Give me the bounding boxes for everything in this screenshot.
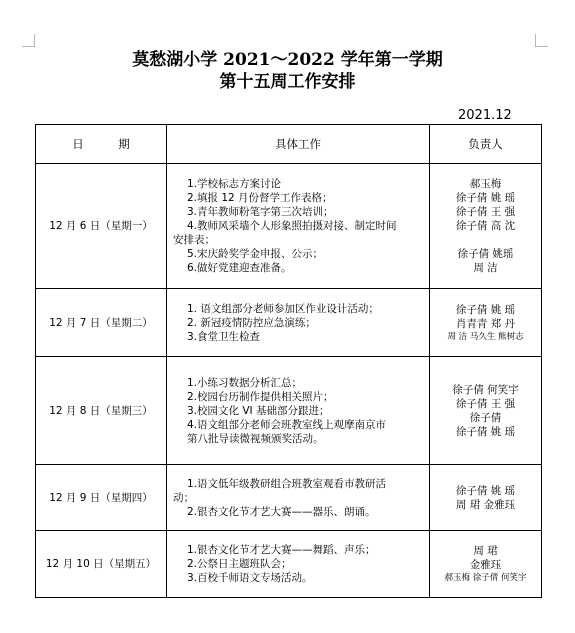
responsible-cell <box>430 357 542 465</box>
work-item: 4.语文组部分老师会班教室线上观摩南京市 <box>187 418 387 431</box>
responsible-person: 郝玉梅 <box>469 178 502 190</box>
table-row <box>36 164 542 289</box>
work-item: 2.校园台历制作提供相关照片； <box>187 390 334 403</box>
day-cell: 12 月 7 日（星期二） <box>36 289 167 357</box>
work-item: 5.宋庆龄奖学金申报、公示； <box>187 248 324 260</box>
day-cell: 12 月 8 日（星期三） <box>36 357 167 465</box>
work-item: 3.百校千师语文专场活动。 <box>187 572 313 584</box>
document-date: 2021.12 <box>458 108 512 123</box>
work-item: 2.公祭日主题班队会； <box>187 558 292 570</box>
work-item: 3.校园文化 VI 基础部分跟进； <box>187 404 330 417</box>
responsible-cell <box>430 465 542 531</box>
responsible-person: 徐子倩 王 强 <box>455 206 516 218</box>
table-row <box>36 465 542 531</box>
document-subtitle: 第十五周工作安排 <box>219 72 356 92</box>
day-cell: 12 月 10 日（星期五） <box>36 531 167 598</box>
responsible-spacer <box>430 233 541 247</box>
page-corner-mark-left <box>22 34 35 47</box>
responsible-person: 徐子倩 王 强 <box>455 397 516 410</box>
header-work: 具体工作 <box>167 125 430 164</box>
responsible-cell <box>430 164 542 289</box>
work-item: 1. 语文组部分老师参加区作业设计活动； <box>187 302 379 315</box>
work-item: 1.小练习数据分析汇总； <box>187 376 303 389</box>
responsible-person: 徐子倩 姚 瑶 <box>455 303 516 316</box>
responsible-cell <box>430 531 542 598</box>
work-cell <box>167 289 430 357</box>
work-item: 2. 新冠疫情防控应急演练； <box>187 316 316 329</box>
table-row <box>36 531 542 598</box>
schedule-table <box>35 124 542 598</box>
day-cell: 12 月 9 日（星期四） <box>36 465 167 531</box>
day-cell: 12 月 6 日（星期一） <box>36 164 167 289</box>
work-item: 安排表； <box>173 234 215 246</box>
work-item: 4.教师风采墙个人形象照拍摄对接、制定时间 <box>187 220 397 232</box>
header-responsible: 负责人 <box>430 125 542 164</box>
responsible-person: 周 洁 马久生 熊树志 <box>447 331 524 342</box>
work-item: 动； <box>173 491 194 504</box>
work-item: 2.填报 12 月份督学工作表格； <box>187 192 333 204</box>
table-header-row <box>36 125 542 164</box>
responsible-person: 周 珺 金雅珏 <box>455 498 516 511</box>
responsible-person: 徐子倩 <box>469 411 502 424</box>
responsible-person: 周 洁 <box>473 262 498 274</box>
responsible-person: 徐子倩 姚 瑶 <box>455 192 516 204</box>
work-cell <box>167 531 430 598</box>
responsible-person: 徐子倩 姚瑶 <box>457 248 514 260</box>
work-cell <box>167 357 430 465</box>
responsible-person: 徐子倩 姚 瑶 <box>455 484 516 497</box>
responsible-cell <box>430 289 542 357</box>
responsible-person: 金雅珏 <box>469 559 502 571</box>
work-item: 3.食堂卫生检查 <box>187 330 261 343</box>
work-cell <box>167 465 430 531</box>
responsible-person: 徐子倩 何笑宇 <box>452 383 519 396</box>
work-cell <box>167 164 430 289</box>
responsible-person: 徐子倩 高 沈 <box>455 220 516 232</box>
work-item: 6.做好党建迎查准备。 <box>187 262 292 274</box>
responsible-person: 徐子倩 姚 瑶 <box>455 425 516 438</box>
work-item: 1.银杏文化节才艺大赛——舞蹈、声乐； <box>187 544 376 556</box>
work-item: 1.学校标志方案讨论 <box>187 178 282 190</box>
work-item: 第八批导读微视频颁奖活动。 <box>187 432 324 445</box>
work-item: 1.语文低年级教研组合班教室观看市教研活 <box>187 477 387 490</box>
work-item: 3.青年教师粉笔字第三次培训； <box>187 206 334 218</box>
work-item: 2.银杏文化节才艺大赛——器乐、朗诵。 <box>187 505 376 518</box>
page-corner-mark-right <box>535 34 548 47</box>
header-date: 日 期 <box>36 125 167 164</box>
table-row <box>36 357 542 465</box>
responsible-person: 郝玉梅 徐子倩 何笑宇 <box>444 573 527 583</box>
table-row <box>36 289 542 357</box>
responsible-person: 肖青青 郑 丹 <box>455 317 516 330</box>
document-title: 莫愁湖小学 2021～2022 学年第一学期 <box>132 50 443 70</box>
responsible-person: 周 珺 <box>473 545 498 557</box>
